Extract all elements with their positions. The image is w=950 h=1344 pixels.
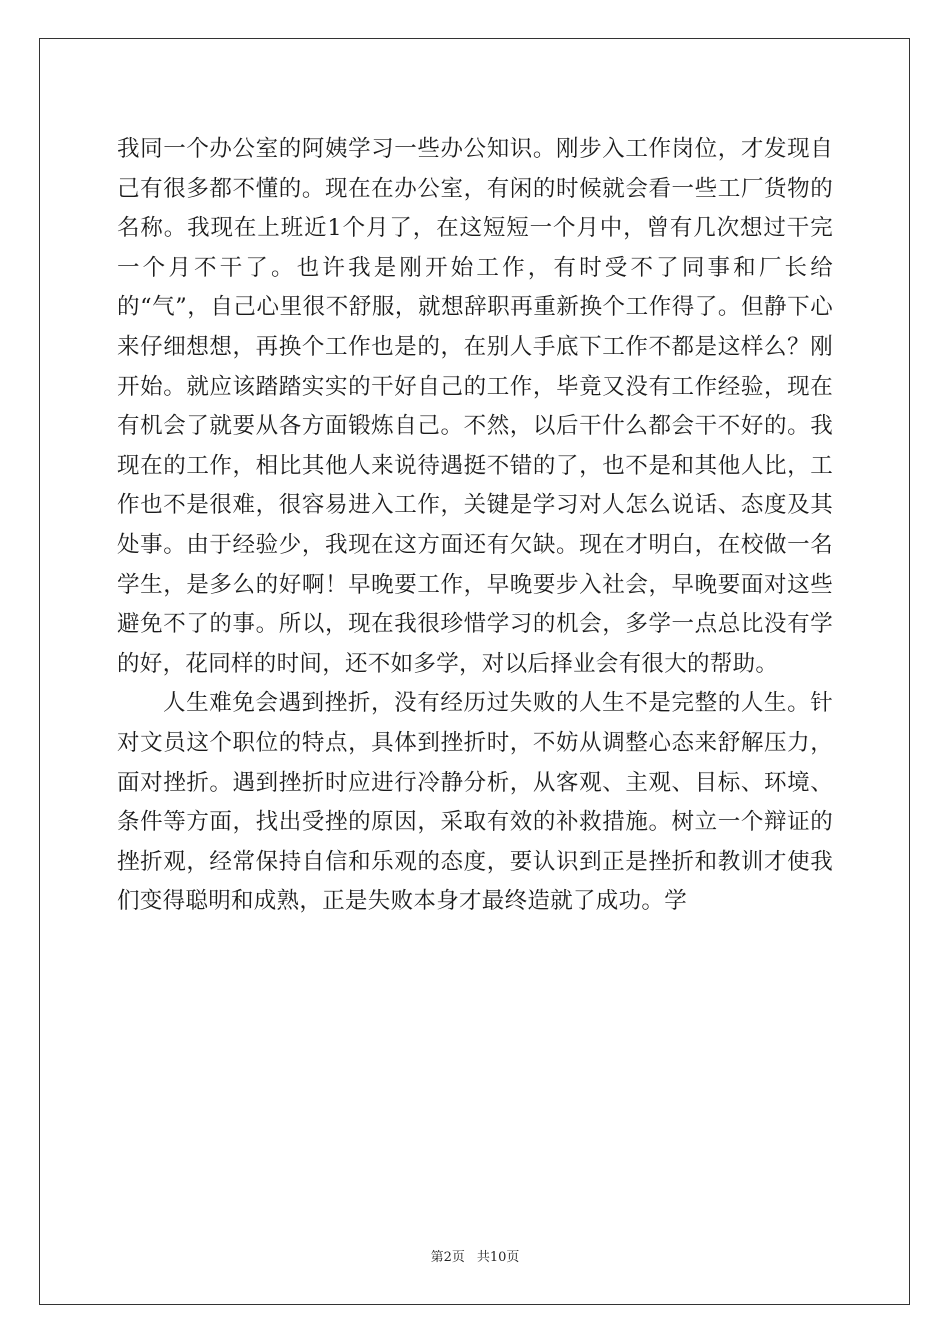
paragraph-2: 人生难免会遇到挫折，没有经历过失败的人生不是完整的人生。针对文员这个职位的特点，具体到挫折时，不妨从调整心态来舒解压力，面对挫折。遇到挫折时应进行冷静分析，从客观、主观、目标、环境、条件等方面，找出受挫的原因，采取有效的补救措施。树立一个辩证的挫折观，经常保持自信和乐观的态度，要认识到正是挫折和教训才使我们变得聪明和成熟，正是失败本身才最终造就了成功。学 xyxy=(117,690,833,915)
page-footer xyxy=(0,1246,950,1265)
page-total: 共10页 xyxy=(476,1250,520,1265)
paragraph-1: 我同一个办公室的阿姨学习一些办公知识。刚步入工作岗位，才发现自己有很多都不懂的。现在在办公室，有闲的时候就会看一些工厂货物的名称。我现在上班近1个月了，在这短短一个月中，曾有几次想过干完一个月不干了。也许我是刚开始工作，有时受不了同事和厂长给的“气”，自己心里很不舒服，就想辞职再重新换个工作得了。但静下心来仔细想想，再换个工作也是的，在别人手底下工作不都是这样么？刚开始。就应该踏踏实实的干好自己的工作，毕竟又没有工作经验，现在有机会了就要从各方面锻炼自己。不然，以后干什么都会干不好的。我现在的工作，相比其他人来说待遇挺不错的了，也不是和其他人比，工作也不是很难，很容易进入工作，关键是学习对人怎么说话、态度及其处事。由于经验少，我现在这方面还有欠缺。现在才明白，在校做一名学生，是多么的好啊！早晚要工作，早晚要步入社会，早晚要面对这些避免不了的事。所以，现在我很珍惜学习的机会，多学一点总比没有学的好，花同样的时间，还不如多学，对以后择业会有很大的帮助。 xyxy=(117,136,833,677)
page-number: 第2页 xyxy=(430,1250,465,1265)
document-body xyxy=(117,130,833,922)
